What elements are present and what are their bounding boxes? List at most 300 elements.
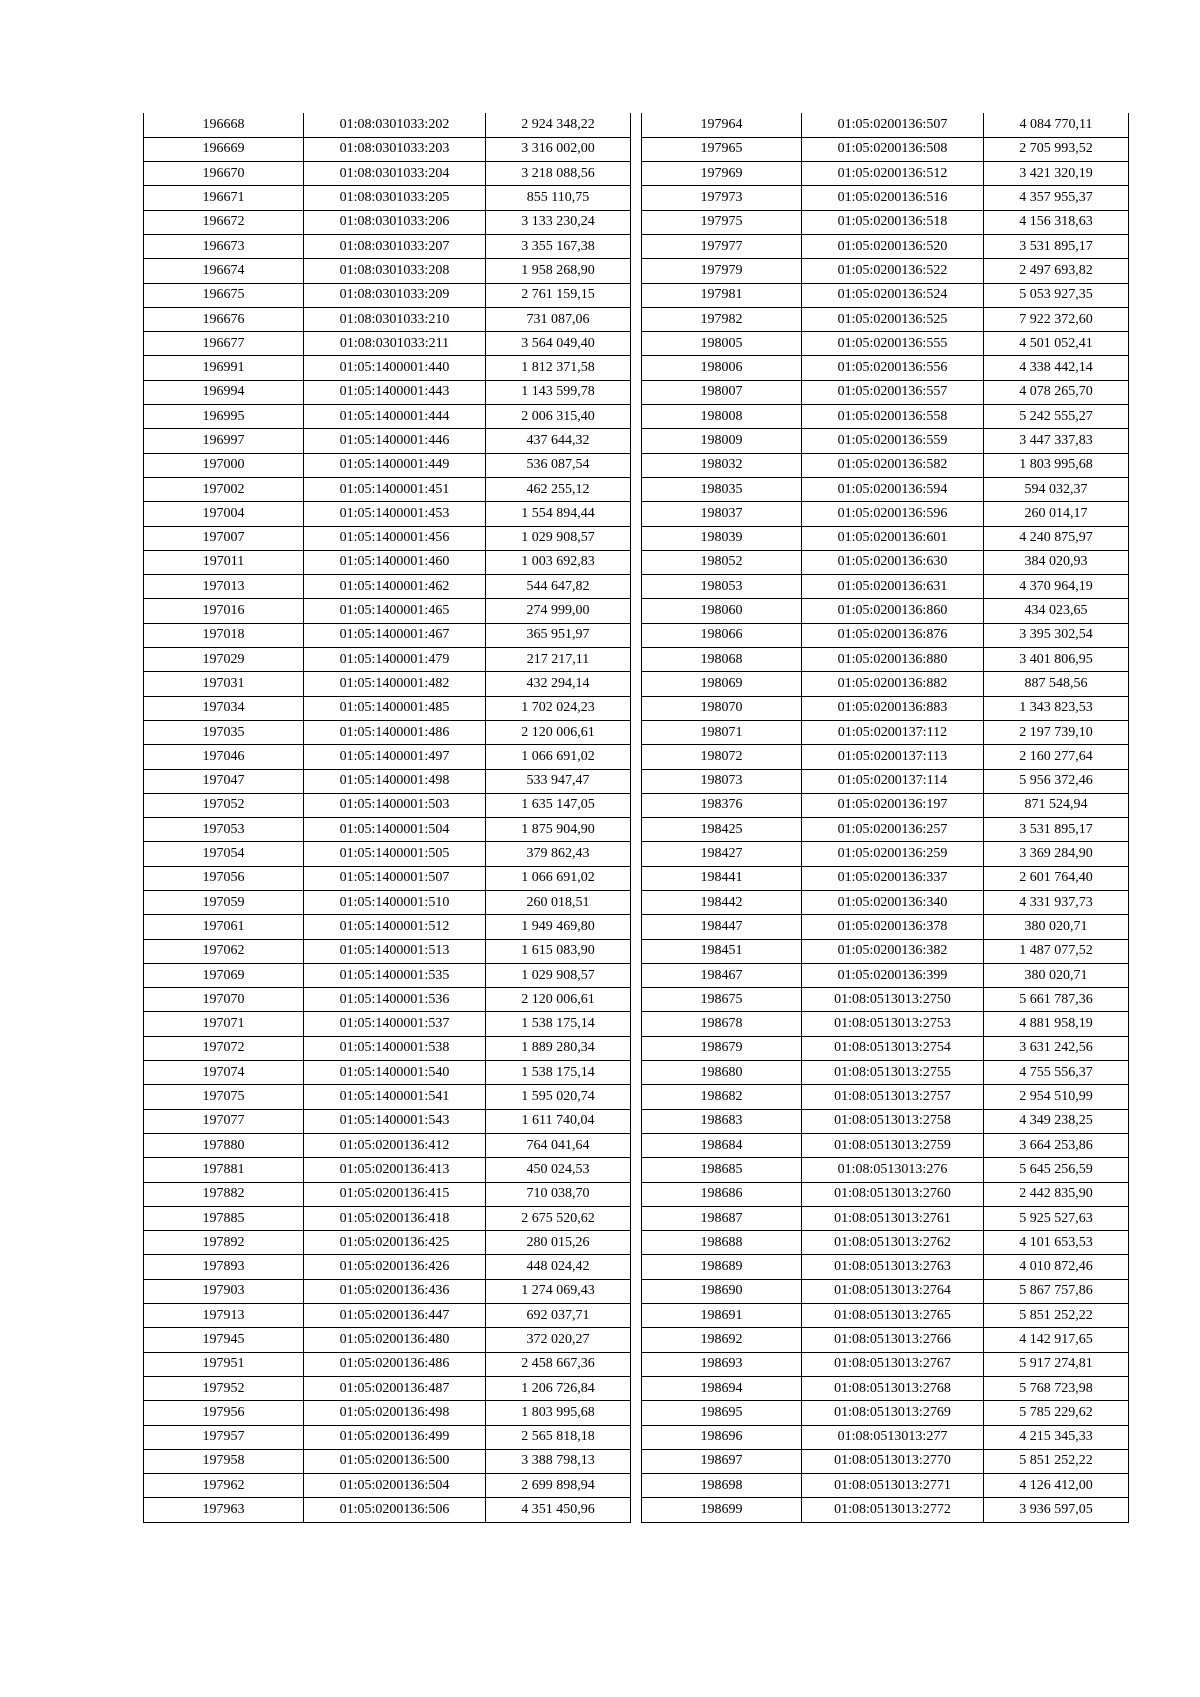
cadastral-number-cell: 01:05:0200136:480 bbox=[304, 1328, 486, 1352]
object-number-cell: 197062 bbox=[144, 939, 304, 963]
value-cell: 5 661 787,36 bbox=[984, 988, 1129, 1012]
table-row bbox=[144, 356, 631, 380]
object-number-cell: 198066 bbox=[642, 623, 802, 647]
table-row bbox=[144, 1085, 631, 1109]
value-cell: 1 611 740,04 bbox=[486, 1109, 631, 1133]
object-number-cell: 198006 bbox=[642, 356, 802, 380]
table-row bbox=[642, 283, 1129, 307]
value-cell: 1 206 726,84 bbox=[486, 1376, 631, 1400]
cadastral-number-cell: 01:05:0200136:447 bbox=[304, 1304, 486, 1328]
object-number-cell: 198052 bbox=[642, 550, 802, 574]
object-number-cell: 197029 bbox=[144, 648, 304, 672]
object-number-cell: 198467 bbox=[642, 963, 802, 987]
table-row bbox=[642, 1425, 1129, 1449]
cadastral-number-cell: 01:05:1400001:449 bbox=[304, 453, 486, 477]
object-number-cell: 197013 bbox=[144, 575, 304, 599]
value-cell: 710 038,70 bbox=[486, 1182, 631, 1206]
object-number-cell: 198007 bbox=[642, 380, 802, 404]
object-number-cell: 198689 bbox=[642, 1255, 802, 1279]
cadastral-number-cell: 01:05:1400001:543 bbox=[304, 1109, 486, 1133]
cadastral-number-cell: 01:05:0200136:520 bbox=[802, 234, 984, 258]
cadastral-number-cell: 01:05:0200136:630 bbox=[802, 550, 984, 574]
value-cell: 3 936 597,05 bbox=[984, 1498, 1129, 1522]
table-row bbox=[642, 1279, 1129, 1303]
object-number-cell: 197892 bbox=[144, 1231, 304, 1255]
table-row bbox=[642, 405, 1129, 429]
value-cell: 432 294,14 bbox=[486, 672, 631, 696]
object-number-cell: 197002 bbox=[144, 477, 304, 501]
value-cell: 3 355 167,38 bbox=[486, 234, 631, 258]
cadastral-number-cell: 01:08:0513013:2771 bbox=[802, 1474, 984, 1498]
cadastral-number-cell: 01:08:0513013:2772 bbox=[802, 1498, 984, 1522]
object-number-cell: 197031 bbox=[144, 672, 304, 696]
object-number-cell: 198070 bbox=[642, 696, 802, 720]
cadastral-number-cell: 01:05:1400001:446 bbox=[304, 429, 486, 453]
cadastral-number-cell: 01:05:0200136:582 bbox=[802, 453, 984, 477]
value-cell: 5 956 372,46 bbox=[984, 769, 1129, 793]
table-row bbox=[144, 283, 631, 307]
object-number-cell: 197964 bbox=[642, 113, 802, 137]
table-row bbox=[144, 162, 631, 186]
value-cell: 434 023,65 bbox=[984, 599, 1129, 623]
cadastral-number-cell: 01:05:0200136:418 bbox=[304, 1206, 486, 1230]
object-number-cell: 197945 bbox=[144, 1328, 304, 1352]
table-row bbox=[144, 1036, 631, 1060]
value-cell: 3 664 253,86 bbox=[984, 1133, 1129, 1157]
value-cell: 871 524,94 bbox=[984, 793, 1129, 817]
cadastral-number-cell: 01:08:0301033:202 bbox=[304, 113, 486, 137]
cadastral-number-cell: 01:05:1400001:444 bbox=[304, 405, 486, 429]
object-number-cell: 197000 bbox=[144, 453, 304, 477]
table-row bbox=[144, 1328, 631, 1352]
object-number-cell: 198447 bbox=[642, 915, 802, 939]
table-row bbox=[144, 453, 631, 477]
object-number-cell: 198686 bbox=[642, 1182, 802, 1206]
cadastral-number-cell: 01:05:1400001:467 bbox=[304, 623, 486, 647]
table-row bbox=[144, 1133, 631, 1157]
cadastral-number-cell: 01:05:0200136:883 bbox=[802, 696, 984, 720]
value-cell: 3 218 088,56 bbox=[486, 162, 631, 186]
cadastral-number-cell: 01:05:0200136:522 bbox=[802, 259, 984, 283]
table-row bbox=[144, 1279, 631, 1303]
table-row bbox=[642, 113, 1129, 137]
cadastral-number-cell: 01:08:0301033:208 bbox=[304, 259, 486, 283]
value-cell: 4 126 412,00 bbox=[984, 1474, 1129, 1498]
cadastral-number-cell: 01:05:0200136:594 bbox=[802, 477, 984, 501]
value-cell: 764 041,64 bbox=[486, 1133, 631, 1157]
table-row bbox=[144, 818, 631, 842]
object-number-cell: 197034 bbox=[144, 696, 304, 720]
object-number-cell: 198451 bbox=[642, 939, 802, 963]
object-number-cell: 198698 bbox=[642, 1474, 802, 1498]
value-cell: 4 349 238,25 bbox=[984, 1109, 1129, 1133]
table-row bbox=[642, 793, 1129, 817]
object-number-cell: 198694 bbox=[642, 1376, 802, 1400]
cadastral-number-cell: 01:05:0200136:257 bbox=[802, 818, 984, 842]
cadastral-number-cell: 01:08:0513013:2750 bbox=[802, 988, 984, 1012]
object-number-cell: 197077 bbox=[144, 1109, 304, 1133]
object-number-cell: 197075 bbox=[144, 1085, 304, 1109]
table-row bbox=[144, 1498, 631, 1522]
object-number-cell: 197059 bbox=[144, 891, 304, 915]
value-cell: 1 615 083,90 bbox=[486, 939, 631, 963]
object-number-cell: 198071 bbox=[642, 720, 802, 744]
table-row bbox=[144, 186, 631, 210]
object-number-cell: 198693 bbox=[642, 1352, 802, 1376]
object-number-cell: 198069 bbox=[642, 672, 802, 696]
value-cell: 2 006 315,40 bbox=[486, 405, 631, 429]
cadastral-number-cell: 01:08:0513013:2765 bbox=[802, 1304, 984, 1328]
object-number-cell: 197952 bbox=[144, 1376, 304, 1400]
value-cell: 1 538 175,14 bbox=[486, 1012, 631, 1036]
object-number-cell: 196673 bbox=[144, 234, 304, 258]
table-row bbox=[144, 793, 631, 817]
table-row bbox=[642, 1012, 1129, 1036]
cadastral-number-cell: 01:05:0200136:412 bbox=[304, 1133, 486, 1157]
object-number-cell: 198683 bbox=[642, 1109, 802, 1133]
cadastral-number-cell: 01:08:0301033:211 bbox=[304, 332, 486, 356]
value-cell: 1 635 147,05 bbox=[486, 793, 631, 817]
table-row bbox=[144, 1376, 631, 1400]
cadastral-number-cell: 01:08:0301033:203 bbox=[304, 137, 486, 161]
object-number-cell: 197070 bbox=[144, 988, 304, 1012]
table-row bbox=[642, 1109, 1129, 1133]
table-row bbox=[642, 1133, 1129, 1157]
cadastral-number-cell: 01:05:0200136:425 bbox=[304, 1231, 486, 1255]
object-number-cell: 197913 bbox=[144, 1304, 304, 1328]
value-cell: 3 531 895,17 bbox=[984, 818, 1129, 842]
cadastral-number-cell: 01:05:1400001:453 bbox=[304, 502, 486, 526]
cadastral-table-left bbox=[143, 113, 631, 1523]
value-cell: 3 631 242,56 bbox=[984, 1036, 1129, 1060]
object-number-cell: 197035 bbox=[144, 720, 304, 744]
table-row bbox=[642, 429, 1129, 453]
table-row bbox=[144, 113, 631, 137]
cadastral-number-cell: 01:05:0200136:378 bbox=[802, 915, 984, 939]
table-row bbox=[144, 307, 631, 331]
value-cell: 448 024,42 bbox=[486, 1255, 631, 1279]
cadastral-number-cell: 01:05:0200136:555 bbox=[802, 332, 984, 356]
object-number-cell: 197951 bbox=[144, 1352, 304, 1376]
value-cell: 887 548,56 bbox=[984, 672, 1129, 696]
table-row bbox=[144, 648, 631, 672]
value-cell: 731 087,06 bbox=[486, 307, 631, 331]
object-number-cell: 197052 bbox=[144, 793, 304, 817]
table-row bbox=[144, 259, 631, 283]
table-row bbox=[642, 745, 1129, 769]
table-row bbox=[144, 234, 631, 258]
value-cell: 3 401 806,95 bbox=[984, 648, 1129, 672]
value-cell: 3 395 302,54 bbox=[984, 623, 1129, 647]
cadastral-number-cell: 01:05:0200136:507 bbox=[802, 113, 984, 137]
object-number-cell: 198679 bbox=[642, 1036, 802, 1060]
table-row bbox=[642, 963, 1129, 987]
cadastral-number-cell: 01:05:0200136:382 bbox=[802, 939, 984, 963]
table-row bbox=[144, 1061, 631, 1085]
table-row bbox=[144, 380, 631, 404]
table-row bbox=[642, 1206, 1129, 1230]
value-cell: 3 369 284,90 bbox=[984, 842, 1129, 866]
cadastral-number-cell: 01:05:1400001:479 bbox=[304, 648, 486, 672]
object-number-cell: 196675 bbox=[144, 283, 304, 307]
value-cell: 274 999,00 bbox=[486, 599, 631, 623]
object-number-cell: 196674 bbox=[144, 259, 304, 283]
value-cell: 2 601 764,40 bbox=[984, 866, 1129, 890]
cadastral-number-cell: 01:05:0200136:559 bbox=[802, 429, 984, 453]
object-number-cell: 197969 bbox=[642, 162, 802, 186]
cadastral-number-cell: 01:05:0200136:876 bbox=[802, 623, 984, 647]
value-cell: 380 020,71 bbox=[984, 915, 1129, 939]
cadastral-number-cell: 01:08:0513013:2770 bbox=[802, 1449, 984, 1473]
object-number-cell: 196991 bbox=[144, 356, 304, 380]
value-cell: 533 947,47 bbox=[486, 769, 631, 793]
table-row bbox=[642, 623, 1129, 647]
value-cell: 4 501 052,41 bbox=[984, 332, 1129, 356]
object-number-cell: 197011 bbox=[144, 550, 304, 574]
object-number-cell: 197962 bbox=[144, 1474, 304, 1498]
cadastral-number-cell: 01:05:1400001:535 bbox=[304, 963, 486, 987]
value-cell: 217 217,11 bbox=[486, 648, 631, 672]
object-number-cell: 198425 bbox=[642, 818, 802, 842]
cadastral-number-cell: 01:05:1400001:497 bbox=[304, 745, 486, 769]
cadastral-number-cell: 01:05:0200136:601 bbox=[802, 526, 984, 550]
table-row bbox=[144, 1206, 631, 1230]
object-number-cell: 197965 bbox=[642, 137, 802, 161]
object-number-cell: 197977 bbox=[642, 234, 802, 258]
cadastral-number-cell: 01:05:0200136:556 bbox=[802, 356, 984, 380]
table-row bbox=[144, 696, 631, 720]
cadastral-number-cell: 01:05:1400001:462 bbox=[304, 575, 486, 599]
table-row bbox=[642, 891, 1129, 915]
cadastral-number-cell: 01:05:0200136:413 bbox=[304, 1158, 486, 1182]
value-cell: 5 851 252,22 bbox=[984, 1449, 1129, 1473]
object-number-cell: 198692 bbox=[642, 1328, 802, 1352]
table-row bbox=[144, 891, 631, 915]
cadastral-number-cell: 01:05:1400001:482 bbox=[304, 672, 486, 696]
table-row bbox=[642, 1085, 1129, 1109]
value-cell: 4 215 345,33 bbox=[984, 1425, 1129, 1449]
value-cell: 2 120 006,61 bbox=[486, 988, 631, 1012]
table-row bbox=[642, 137, 1129, 161]
table-row bbox=[642, 842, 1129, 866]
object-number-cell: 198699 bbox=[642, 1498, 802, 1522]
object-number-cell: 196668 bbox=[144, 113, 304, 137]
object-number-cell: 198427 bbox=[642, 842, 802, 866]
cadastral-number-cell: 01:05:0200136:498 bbox=[304, 1401, 486, 1425]
value-cell: 3 564 049,40 bbox=[486, 332, 631, 356]
value-cell: 2 705 993,52 bbox=[984, 137, 1129, 161]
value-cell: 5 851 252,22 bbox=[984, 1304, 1129, 1328]
value-cell: 280 015,26 bbox=[486, 1231, 631, 1255]
value-cell: 2 120 006,61 bbox=[486, 720, 631, 744]
cadastral-number-cell: 01:05:1400001:510 bbox=[304, 891, 486, 915]
table-row bbox=[144, 720, 631, 744]
cadastral-number-cell: 01:08:0513013:2761 bbox=[802, 1206, 984, 1230]
cadastral-number-cell: 01:05:0200136:558 bbox=[802, 405, 984, 429]
value-cell: 4 084 770,11 bbox=[984, 113, 1129, 137]
table-row bbox=[144, 526, 631, 550]
object-number-cell: 198068 bbox=[642, 648, 802, 672]
table-row bbox=[144, 745, 631, 769]
value-cell: 2 160 277,64 bbox=[984, 745, 1129, 769]
object-number-cell: 198035 bbox=[642, 477, 802, 501]
table-row bbox=[642, 1352, 1129, 1376]
value-cell: 2 197 739,10 bbox=[984, 720, 1129, 744]
table-row bbox=[144, 137, 631, 161]
table-row bbox=[642, 453, 1129, 477]
table-row bbox=[144, 915, 631, 939]
object-number-cell: 198695 bbox=[642, 1401, 802, 1425]
object-number-cell: 198073 bbox=[642, 769, 802, 793]
object-number-cell: 197053 bbox=[144, 818, 304, 842]
value-cell: 3 316 002,00 bbox=[486, 137, 631, 161]
value-cell: 692 037,71 bbox=[486, 1304, 631, 1328]
cadastral-number-cell: 01:05:0200136:426 bbox=[304, 1255, 486, 1279]
cadastral-table-right bbox=[641, 113, 1129, 1523]
table-row bbox=[144, 550, 631, 574]
table-row bbox=[144, 939, 631, 963]
object-number-cell: 197072 bbox=[144, 1036, 304, 1060]
cadastral-number-cell: 01:05:1400001:537 bbox=[304, 1012, 486, 1036]
table-row bbox=[642, 939, 1129, 963]
cadastral-number-cell: 01:08:0513013:2769 bbox=[802, 1401, 984, 1425]
table-row bbox=[144, 405, 631, 429]
value-cell: 260 014,17 bbox=[984, 502, 1129, 526]
table-row bbox=[642, 259, 1129, 283]
object-number-cell: 197981 bbox=[642, 283, 802, 307]
value-cell: 365 951,97 bbox=[486, 623, 631, 647]
object-number-cell: 197973 bbox=[642, 186, 802, 210]
value-cell: 544 647,82 bbox=[486, 575, 631, 599]
object-number-cell: 198008 bbox=[642, 405, 802, 429]
object-number-cell: 197047 bbox=[144, 769, 304, 793]
table-row bbox=[642, 210, 1129, 234]
cadastral-number-cell: 01:05:0200136:882 bbox=[802, 672, 984, 696]
object-number-cell: 196672 bbox=[144, 210, 304, 234]
cadastral-number-cell: 01:05:1400001:540 bbox=[304, 1061, 486, 1085]
cadastral-number-cell: 01:05:0200137:112 bbox=[802, 720, 984, 744]
object-number-cell: 197979 bbox=[642, 259, 802, 283]
value-cell: 1 343 823,53 bbox=[984, 696, 1129, 720]
cadastral-number-cell: 01:05:1400001:504 bbox=[304, 818, 486, 842]
cadastral-number-cell: 01:08:0301033:205 bbox=[304, 186, 486, 210]
table-row bbox=[144, 866, 631, 890]
value-cell: 2 699 898,94 bbox=[486, 1474, 631, 1498]
cadastral-number-cell: 01:05:0200136:499 bbox=[304, 1425, 486, 1449]
value-cell: 1 003 692,83 bbox=[486, 550, 631, 574]
table-row bbox=[642, 575, 1129, 599]
table-row bbox=[642, 307, 1129, 331]
object-number-cell: 198005 bbox=[642, 332, 802, 356]
table-row bbox=[642, 1036, 1129, 1060]
table-row bbox=[642, 1231, 1129, 1255]
table-row bbox=[144, 1401, 631, 1425]
table-row bbox=[642, 356, 1129, 380]
value-cell: 1 702 024,23 bbox=[486, 696, 631, 720]
cadastral-number-cell: 01:08:0513013:277 bbox=[802, 1425, 984, 1449]
value-cell: 536 087,54 bbox=[486, 453, 631, 477]
cadastral-number-cell: 01:08:0513013:2755 bbox=[802, 1061, 984, 1085]
table-row bbox=[642, 1328, 1129, 1352]
value-cell: 437 644,32 bbox=[486, 429, 631, 453]
cadastral-number-cell: 01:05:0200136:337 bbox=[802, 866, 984, 890]
object-number-cell: 196995 bbox=[144, 405, 304, 429]
table-row bbox=[144, 963, 631, 987]
table-row bbox=[642, 1401, 1129, 1425]
object-number-cell: 198697 bbox=[642, 1449, 802, 1473]
table-row bbox=[144, 599, 631, 623]
table-row bbox=[144, 575, 631, 599]
object-number-cell: 197880 bbox=[144, 1133, 304, 1157]
value-cell: 5 645 256,59 bbox=[984, 1158, 1129, 1182]
value-cell: 1 875 904,90 bbox=[486, 818, 631, 842]
object-number-cell: 198441 bbox=[642, 866, 802, 890]
table-row bbox=[144, 1352, 631, 1376]
object-number-cell: 197982 bbox=[642, 307, 802, 331]
cadastral-number-cell: 01:05:0200136:259 bbox=[802, 842, 984, 866]
value-cell: 1 554 894,44 bbox=[486, 502, 631, 526]
object-number-cell: 198696 bbox=[642, 1425, 802, 1449]
value-cell: 855 110,75 bbox=[486, 186, 631, 210]
object-number-cell: 196997 bbox=[144, 429, 304, 453]
object-number-cell: 196994 bbox=[144, 380, 304, 404]
cadastral-number-cell: 01:08:0513013:2767 bbox=[802, 1352, 984, 1376]
cadastral-number-cell: 01:05:0200136:436 bbox=[304, 1279, 486, 1303]
value-cell: 4 357 955,37 bbox=[984, 186, 1129, 210]
table-row bbox=[642, 1061, 1129, 1085]
object-number-cell: 197957 bbox=[144, 1425, 304, 1449]
table-row bbox=[642, 769, 1129, 793]
table-row bbox=[144, 769, 631, 793]
table-row bbox=[642, 234, 1129, 258]
cadastral-number-cell: 01:08:0513013:276 bbox=[802, 1158, 984, 1182]
cadastral-number-cell: 01:05:0200137:113 bbox=[802, 745, 984, 769]
cadastral-number-cell: 01:05:1400001:486 bbox=[304, 720, 486, 744]
value-cell: 1 949 469,80 bbox=[486, 915, 631, 939]
object-number-cell: 198678 bbox=[642, 1012, 802, 1036]
table-row bbox=[642, 866, 1129, 890]
table-row bbox=[642, 720, 1129, 744]
value-cell: 1 274 069,43 bbox=[486, 1279, 631, 1303]
table-row bbox=[144, 477, 631, 501]
table-row bbox=[144, 332, 631, 356]
value-cell: 1 487 077,52 bbox=[984, 939, 1129, 963]
value-cell: 4 338 442,14 bbox=[984, 356, 1129, 380]
cadastral-number-cell: 01:08:0513013:2763 bbox=[802, 1255, 984, 1279]
value-cell: 7 922 372,60 bbox=[984, 307, 1129, 331]
cadastral-number-cell: 01:05:0200136:504 bbox=[304, 1474, 486, 1498]
cadastral-number-cell: 01:05:0200137:114 bbox=[802, 769, 984, 793]
object-number-cell: 198376 bbox=[642, 793, 802, 817]
value-cell: 384 020,93 bbox=[984, 550, 1129, 574]
object-number-cell: 198680 bbox=[642, 1061, 802, 1085]
cadastral-number-cell: 01:05:1400001:512 bbox=[304, 915, 486, 939]
value-cell: 2 458 667,36 bbox=[486, 1352, 631, 1376]
table-left-body bbox=[144, 113, 631, 1522]
table-row bbox=[642, 1304, 1129, 1328]
object-number-cell: 197061 bbox=[144, 915, 304, 939]
object-number-cell: 198032 bbox=[642, 453, 802, 477]
object-number-cell: 197056 bbox=[144, 866, 304, 890]
table-row bbox=[642, 162, 1129, 186]
cadastral-number-cell: 01:08:0513013:2762 bbox=[802, 1231, 984, 1255]
object-number-cell: 198009 bbox=[642, 429, 802, 453]
cadastral-number-cell: 01:08:0513013:2768 bbox=[802, 1376, 984, 1400]
value-cell: 1 889 280,34 bbox=[486, 1036, 631, 1060]
cadastral-number-cell: 01:05:0200136:596 bbox=[802, 502, 984, 526]
value-cell: 3 388 798,13 bbox=[486, 1449, 631, 1473]
value-cell: 1 958 268,90 bbox=[486, 259, 631, 283]
